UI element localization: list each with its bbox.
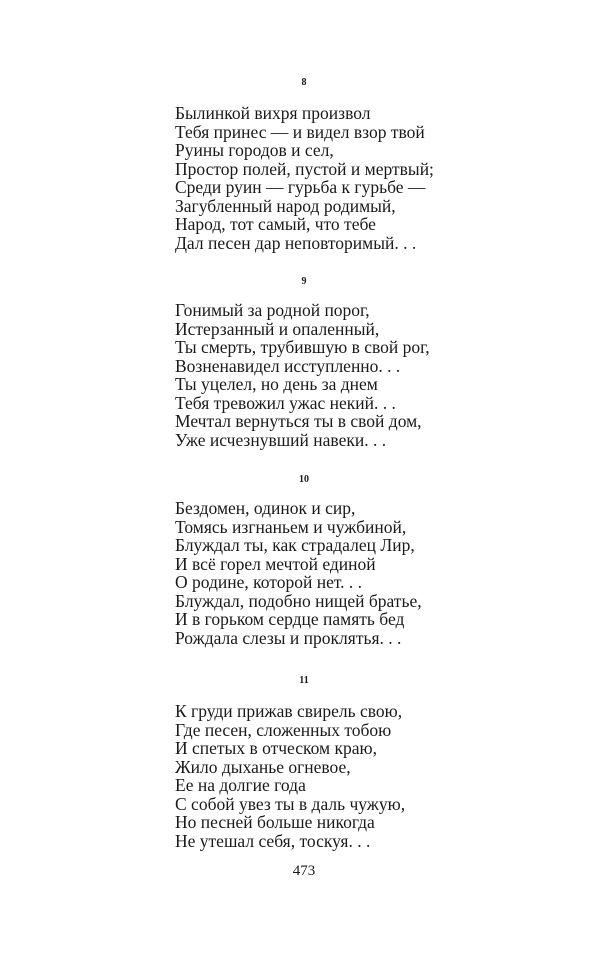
verse-line: Уже исчезнувший навеки. . .: [175, 429, 387, 450]
verse-line: Возненавидел исступленно. . .: [175, 355, 401, 376]
page-number: 473: [292, 863, 316, 879]
verse-line: Ее на долгие года: [175, 775, 306, 795]
verse-line: Гонимый за родной порог,: [175, 300, 370, 320]
verse-line: Томясь изгнаньем и чужбиной,: [175, 516, 407, 537]
verse-line: Народ, тот самый, что тебе: [175, 214, 376, 234]
verse-line: Жило дыханье огневое,: [175, 756, 351, 777]
verse-line: Ты смерть, трубившую в свой рог,: [175, 337, 430, 357]
verse-line: Руины городов и сел,: [175, 140, 334, 160]
verse-line: С собой увез ты в даль чужую,: [175, 793, 406, 814]
stanza-number: 8: [301, 77, 307, 88]
verse-line: Простор полей, пустой и мертвый;: [175, 158, 434, 179]
verse-line: Ты уцелел, но день за днем: [175, 374, 378, 394]
verse-line: И всё горел мечтой единой: [175, 553, 376, 574]
verse-line: Мечтал вернуться ты в свой дом,: [175, 411, 422, 431]
verse-line: Среди руин — гурьба к гурьбе —: [175, 177, 426, 197]
verse-line: Тебя тревожил ужас некий. . .: [175, 392, 396, 413]
verse-line: Рождала слезы и проклятья. . .: [175, 627, 402, 648]
verse-line: Блуждал, подобно нищей братье,: [175, 590, 422, 611]
stanza-number: 10: [299, 474, 309, 485]
stanza: [175, 702, 575, 850]
verse-line: О родине, которой нет. . .: [175, 572, 363, 592]
verse-line: Тебя принес — и видел взор твой: [175, 121, 425, 142]
verse-line: Блуждал ты, как страдалец Лир,: [175, 535, 415, 555]
verse-line: Былинкой вихря произвол: [175, 103, 371, 123]
verse-line: Но песней больше никогда: [175, 812, 375, 832]
verse-line: И в горьком сердце память бед: [175, 609, 405, 629]
verse-line: И спетых в отческом краю,: [175, 738, 377, 758]
stanza: [175, 301, 575, 449]
verse-line: Бездомен, одинок и сир,: [175, 498, 356, 518]
verse-line: Не утешал себя, тоскуя. . .: [175, 830, 371, 851]
verse-line: К груди прижав свирель свою,: [175, 701, 403, 721]
verse-line: Где песен, сложенных тобою: [175, 719, 392, 740]
verse-line: Загубленный народ родимый,: [175, 195, 396, 216]
stanza-number: 11: [299, 675, 309, 686]
verse-line: Дал песен дар неповторимый. . .: [175, 232, 417, 253]
stanza-number: 9: [301, 276, 307, 287]
verse-line: Истерзанный и опаленный,: [175, 318, 380, 339]
stanza: [175, 499, 575, 647]
stanza: [175, 104, 575, 252]
